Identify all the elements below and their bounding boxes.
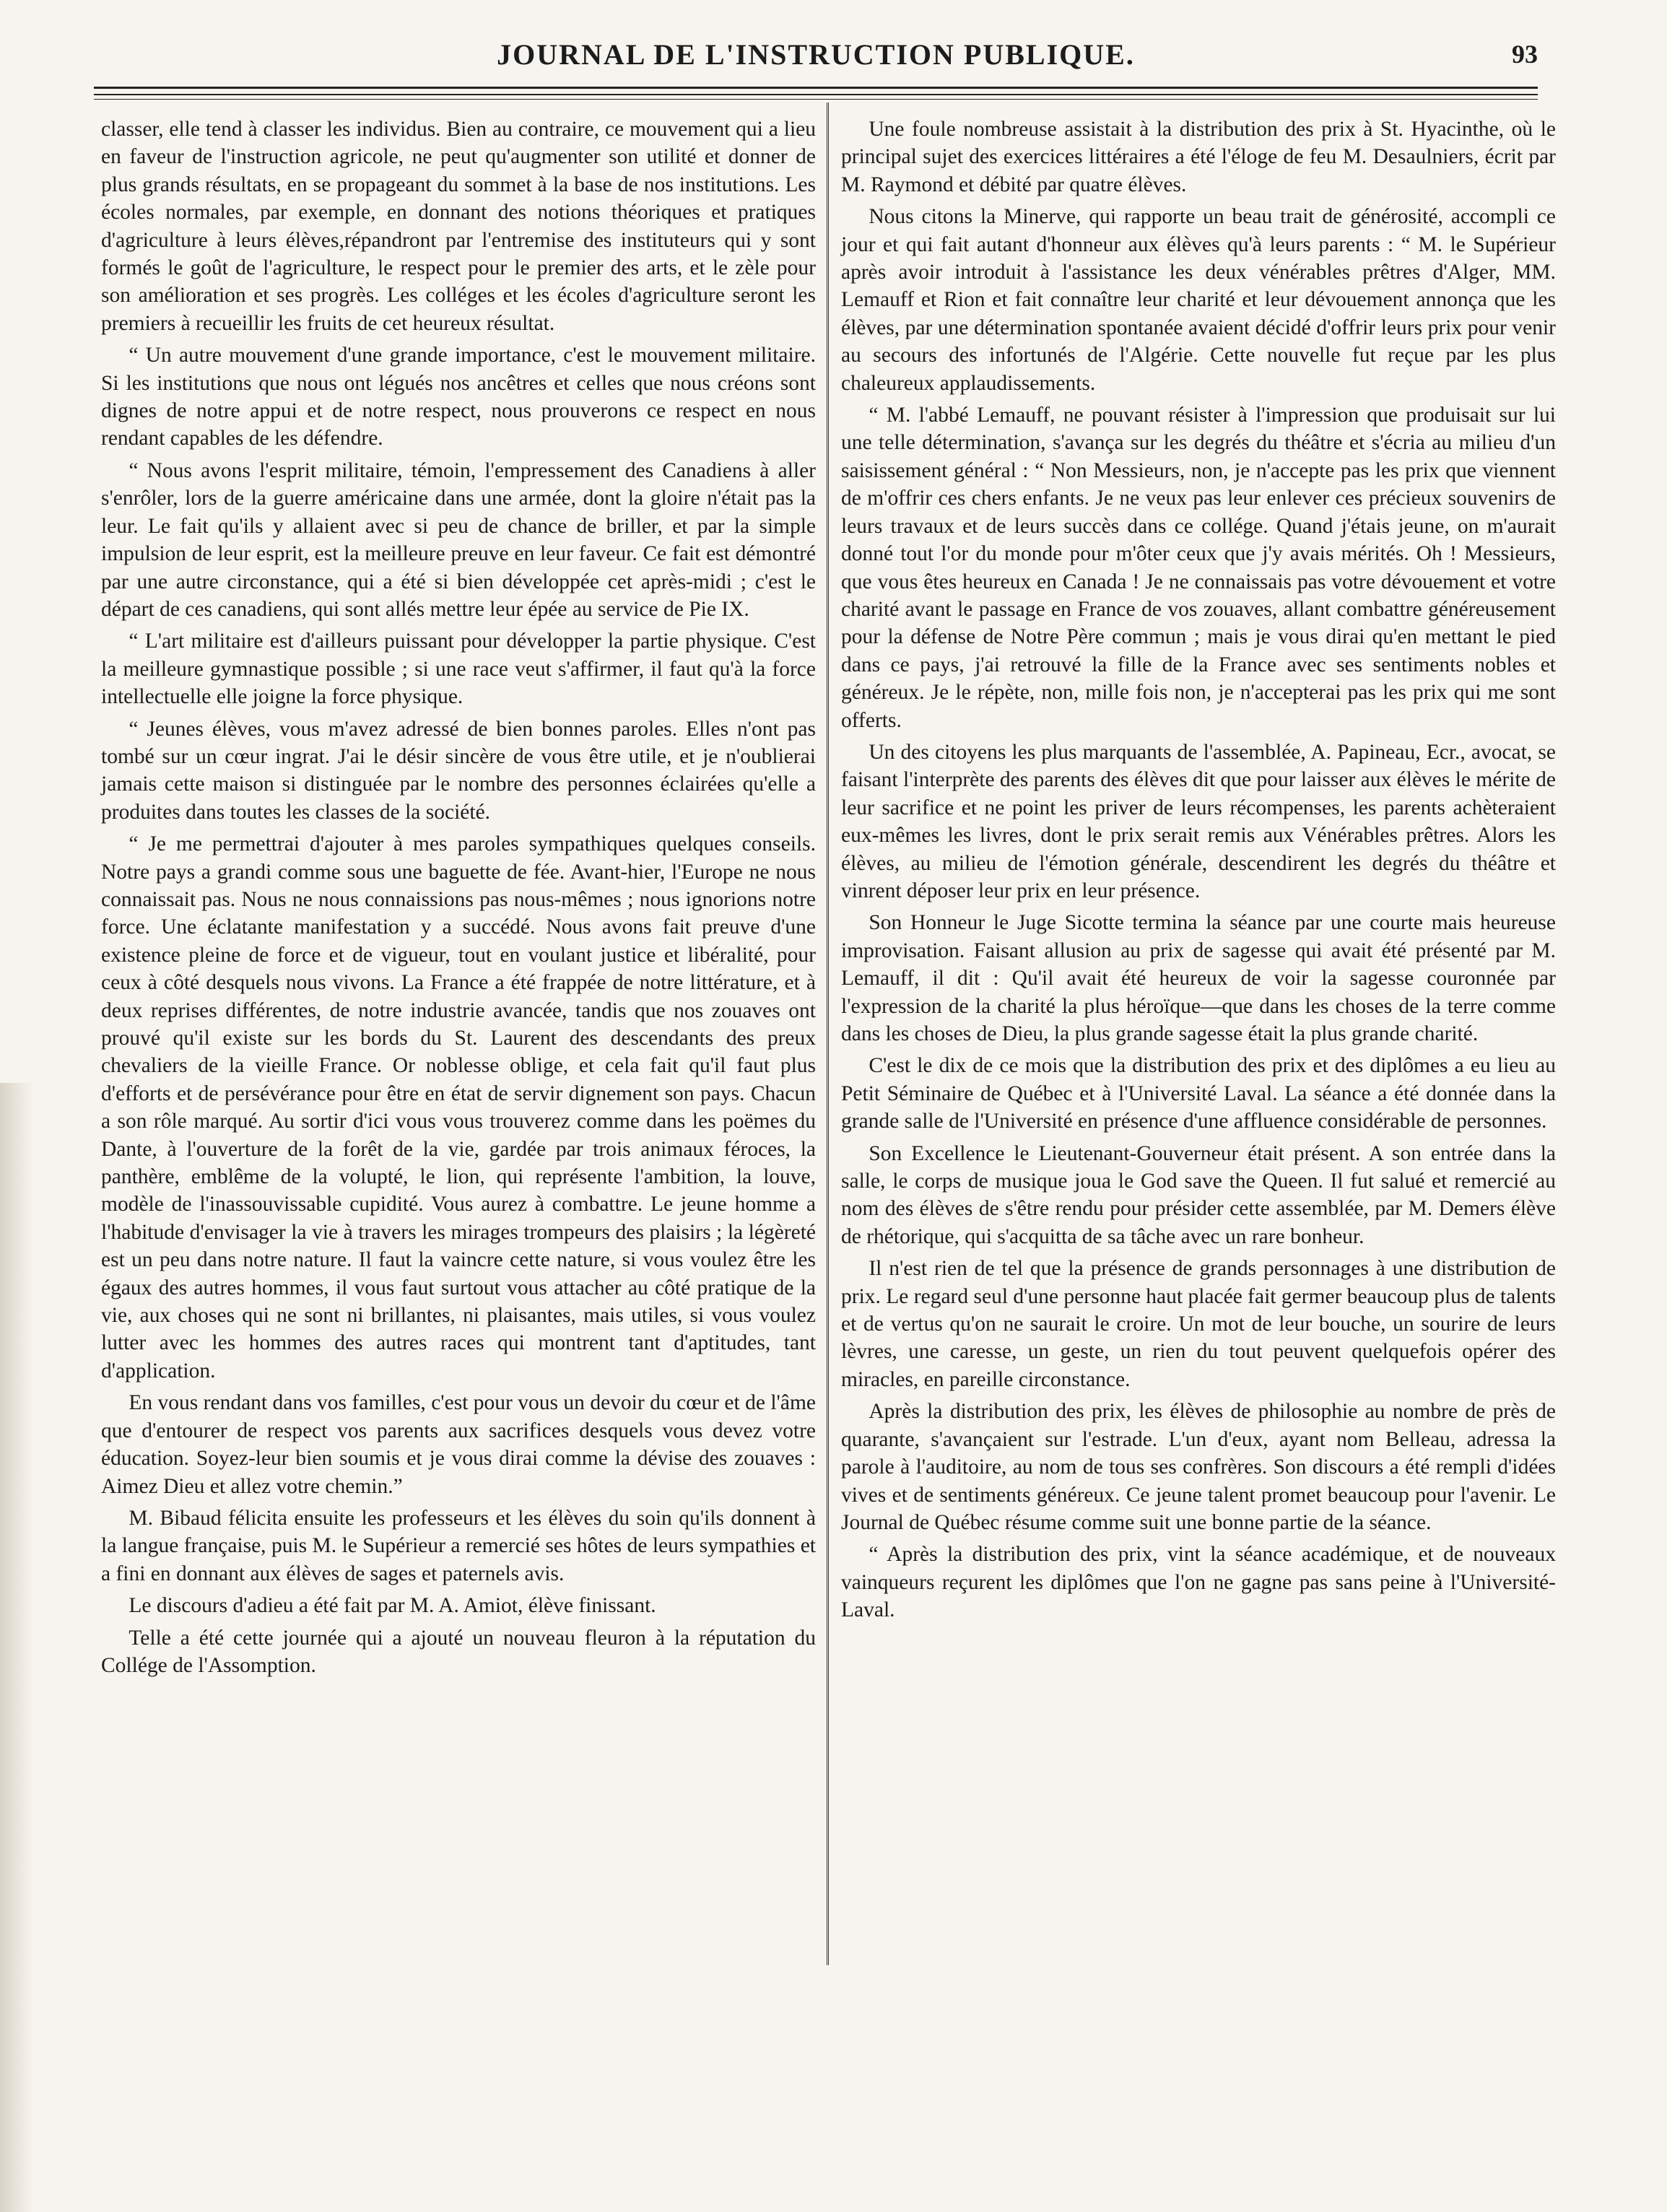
paragraph: M. Bibaud félicita ensuite les professeurs et les élèves du soin qu'ils donnent à la langue française, puis M. le Supérieur a remercié ses hôtes de leurs sympathies et a fini en donnant aux élèves de sages et paternels avis. (101, 1506, 816, 1585)
paragraph: “ Un autre mouvement d'une grande importance, c'est le mouvement militaire. Si les institutions que nous ont légués nos ancêtres et celles que nous créons sont dignes de notre appui et de notre respect, nous prouverons ce respect en nous rendant capables de les défendre. (101, 344, 816, 450)
paragraph: En vous rendant dans vos familles, c'est pour vous un devoir du cœur et de l'âme que d'entourer de respect vos parents aux sacrifices desquels vous devez votre éducation. Soyez-leur bien soumis et je vous dirai comme la dévise des zouaves : Aimez Dieu et allez votre chemin.” (101, 1391, 816, 1498)
page-edge-shadow (0, 1083, 33, 2212)
page-number: 93 (1512, 40, 1538, 69)
paragraph: Un des citoyens les plus marquants de l'assemblée, A. Papineau, Ecr., avocat, se faisant l'interprète des parents des élèves dit que pour laisser aux élèves le mérite de leur sacrifice et ne point les priver de leurs récompenses, les parents achèteraient eux-mêmes les livres, dont le prix serait remis aux Vénérables prêtres. Alors les élèves, au milieu de l'émotion générale, descendirent les degrés du théâtre et vinrent déposer leur prix en leur présence. (841, 740, 1556, 902)
paragraph: Son Honneur le Juge Sicotte termina la séance par une courte mais heureuse improvisation. Faisant allusion au prix de sagesse qui avait été présenté par M. Lemauff, il dit : Qu'il avait été heureux de voir la sagesse couronnée par l'expression de la charité la plus héroïque—que dans les choses de la terre comme dans les choses de Dieu, la plus grande sagesse était la plus grande charité. (841, 911, 1556, 1045)
paragraph: “ M. l'abbé Lemauff, ne pouvant résister à l'impression que produisait sur lui une telle détermination, s'avança sur les degrés du théâtre et s'écria au milieu d'un saisissement général : “ Non Messieurs, non, je n'accepte pas les prix que viennent de m'offrir ces chers enfants. Je ne veux pas leur enlever ces précieux souvenirs de leurs travaux et de leurs succès dans ce collége. Quand j'étais jeune, on m'aurait donné tout l'or du monde pour m'ôter ceux que j'y avais mérités. Oh ! Messieurs, que vous êtes heureux en Canada ! Je ne connaissais pas votre dévouement et votre charité avant le passage en France de vos zouaves, allant combattre généreusement pour la défense de Notre Père commun ; mais je vous dirai qu'en mettant le pied dans ce pays, j'ai retrouvé la fille de la France avec ses sentiments nobles et généreux. Je le répète, non, mille fois non, je n'accepterai pas les prix qui me sont offerts. (841, 404, 1556, 732)
paragraph: Le discours d'adieu a été fait par M. A. Amiot, élève finissant. (129, 1594, 656, 1618)
paragraph: “ Nous avons l'esprit militaire, témoin, l'empressement des Canadiens à aller s'enrôler, lors de la guerre américaine dans une armée, dont la gloire n'était pas la leur. Le fait qu'ils y allaient avec si peu de chance de briller, et par la simple impulsion de leur esprit, est la meilleure preuve en leur faveur. Ce fait est démontré par une autre circonstance, qui a été si bien développée cet après-midi ; c'est le départ de ces canadiens, qui sont allés mettre leur épée au service de Pie IX. (101, 458, 816, 621)
header-rule-mid (94, 94, 1538, 95)
paragraph: “ Je me permettrai d'ajouter à mes paroles sympathiques quelques conseils. Notre pays a grandi comme sous une baguette de fée. Avant-hier, l'Europe ne nous connaissait pas. Nous ne nous connaissions pas nous-mêmes ; nous ignorions notre force. Une éclatante manifestation y a succédé. Nous avons fait preuve d'une existence pleine de force et de vigueur, tout en voulant justice et libéralité, pour ceux à côté desquels nous vivons. La France a été frappée de notre littérature, et à deux reprises différentes, de notre industrie avancée, tandis que nos zouaves ont prouvé qu'il existe sur les bords du St. Laurent des descendants des preux chevaliers de la vieille France. Or noblesse oblige, et cela fait qu'il faut plus d'efforts et de persévérance pour être en état de servir dignement son pays. Chacun a son rôle marqué. Au sortir d'ici vous vous trouverez comme dans les poëmes du Dante, à l'ouverture de la forêt de la vie, gardée par trois animaux féroces, la panthère, emblême de la volupté, le lion, qui représente l'ambition, la louve, modèle de l'inassouvissable cupidité. Vous aurez à combattre. Le jeune homme a l'habitude d'envisager la vie à travers les mirages trompeurs des plaisirs ; la légèreté est un peu dans notre nature. Il faut la vaincre cette nature, si vous voulez être les égaux des autres hommes, il vous faut surtout vous attacher au côté pratique de la vie, aux choses qui ne sont ni brillantes, ni plaisantes, mais utiles, si vous voulez lutter avec les hommes des autres races qui montrent tant d'aptitudes, tant d'application. (101, 832, 816, 1382)
paragraph: classer, elle tend à classer les individus. Bien au contraire, ce mouvement qui a lieu en faveur de l'instruction agricole, ne peut qu'augmenter son utilité et donner de plus grands résultats, en se propageant du sommet à la base de nos institutions. Les écoles normales, par exemple, en donnant des notions théoriques et pratiques d'agriculture à leurs élèves,répandront par l'entremise des instituteurs qui y sont formés le goût de l'agriculture, le respect pour le premier des arts, et le zèle pour son amélioration et ses progrès. Les colléges et les écoles d'agriculture seront les premiers à recueillir les fruits de cet heureux résultat. (101, 118, 816, 335)
paragraph: Il n'est rien de tel que la présence de grands personnages à une distribution de prix. Le regard seul d'une personne haut placée fait germer beaucoup plus de talents et de vertus qu'on ne saurait le croire. Un mot de leur bouche, un sourire de leurs lèvres, une caresse, un geste, un rien du tout peuvent quelquefois opérer des miracles, en pareille circonstance. (841, 1257, 1556, 1391)
paragraph: “ Après la distribution des prix, vint la séance académique, et de nouveaux vainqueurs reçurent les diplômes que l'on ne gagne pas sans peine à l'Université-Laval. (841, 1543, 1556, 1622)
paragraph: Telle a été cette journée qui a ajouté un nouveau fleuron à la réputation du Collége de l'Assomption. (101, 1626, 816, 1677)
header-rule-thick (94, 87, 1538, 89)
journal-title: JOURNAL DE L'INSTRUCTION PUBLIQUE. (497, 38, 1135, 71)
paragraph: Nous citons la Minerve, qui rapporte un beau trait de générosité, accompli ce jour et qui fait autant d'honneur aux élèves qu'à leurs parents : “ M. le Supérieur après avoir introduit à l'assistance les deux vénérables prêtres d'Alger, MM. Lemauff et Rion et fait connaître leur charité et leur dévouement annonça que les élèves, par une détermination spontanée avaient décidé d'offrir leurs prix pour venir au secours des infortunés de l'Algérie. Cette nouvelle fut reçue par les plus chaleureux applaudissements. (841, 205, 1556, 395)
header-rule-thin (94, 99, 1538, 100)
paragraph: Son Excellence le Lieutenant-Gouverneur était présent. A son entrée dans la salle, le corps de musique joua le God save the Queen. Il fut salué et remercié au nom des élèves de s'être rendu pour présider cette assemblée, par M. Demers élève de rhétorique, qui s'acquitta de sa tâche avec un rare bonheur. (841, 1141, 1556, 1248)
running-header (94, 35, 1538, 75)
right-column (841, 116, 1556, 1629)
paragraph: Une foule nombreuse assistait à la distribution des prix à St. Hyacinthe, où le principal sujet des exercices littéraires a été l'éloge de feu M. Desaulniers, écrit par M. Raymond et débité par quatre élèves. (841, 118, 1556, 196)
paragraph: “ L'art militaire est d'ailleurs puissant pour développer la partie physique. C'est la meilleure gymnastique possible ; si une race veut s'affirmer, il faut qu'à la force intellectuelle elle joigne la force physique. (101, 630, 816, 709)
paragraph: C'est le dix de ce mois que la distribution des prix et des diplômes a eu lieu au Petit Séminaire de Québec et à l'Université Laval. La séance a été donnée dans la grande salle de l'Université en présence d'une affluence considérable de personnes. (841, 1054, 1556, 1133)
paragraph: “ Jeunes élèves, vous m'avez adressé de bien bonnes paroles. Elles n'ont pas tombé sur un cœur ingrat. J'ai le désir sincère de vous être utile, et je n'oublierai jamais cette maison si distinguée par le nombre des personnes éclairées qu'elle a produites dans toutes les classes de la société. (101, 717, 816, 824)
left-column (101, 116, 816, 1684)
column-divider (827, 103, 829, 1965)
paragraph: Après la distribution des prix, les élèves de philosophie au nombre de près de quarante, s'avançaient sur l'estrade. L'un d'eux, ayant nom Belleau, adressa la parole à l'auditoire, au nom de tous ses confrères. Son discours a été rempli d'idées vives et de sentiments généreux. Ce jeune talent promet beaucoup pour l'avenir. Le Journal de Québec résume comme suit une bonne partie de la séance. (841, 1400, 1556, 1534)
